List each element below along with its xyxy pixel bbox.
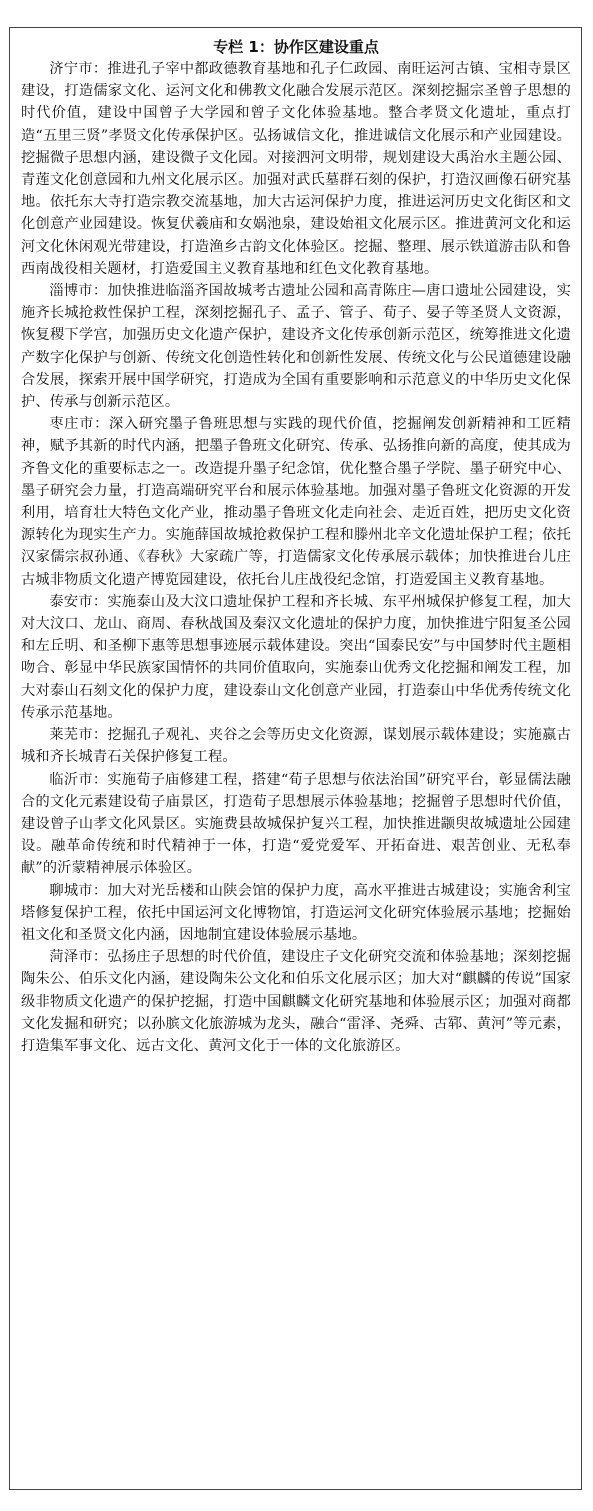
paragraph-liaocheng: 聊城市：加大对光岳楼和山陕会馆的保护力度，高水平推进古城建设；实施舍利宝塔修复保护工程，依托中国运河文化博物馆，打造运河文化研究体验展示基地；挖掘始祖文化和圣贤文化内涵，因地制宜建设体验展示基地。 [21,882,571,943]
paragraph-zaozhuang: 枣庄市：深入研究墨子鲁班思想与实践的现代价值，挖掘阐发创新精神和工匠精神，赋予其新的时代内涵，把墨子鲁班文化研究、传承、弘扬推向新的高度，使其成为齐鲁文化的重要标志之一。改造提升墨子纪念馆，优化整合墨子学院、墨子研究中心、墨子研究会力量，打造高端研究平台和展示体验基地。加强对墨子鲁班文化资源的开发利用，培育壮大特色文化产业，推动墨子鲁班文化走向社会、走近百姓，把历史文化资源转化为现实生产力。实施薛国故城抢救保护工程和滕州北辛文化遗址保护工程；依托汉家儒宗叔孙通、《春秋》大家疏广等，打造儒家文化传承展示载体；加快推进台儿庄古城非物质文化遗产博览园建设，依托台儿庄战役纪念馆，打造爱国主义教育基地。 [21,416,571,588]
paragraph-linyi: 临沂市：实施荀子庙修建工程，搭建“荀子思想与依法治国”研究平台，彰显儒法融合的文化元素建设荀子庙景区，打造荀子思想展示体验基地；挖掘曾子思想时代价值，建设曾子山孝文化风景区。实施费县故城保护复兴工程，加快推进颛臾故城遗址公园建设。融革命传统和时代精神于一体，打造“爱党爱军、开拓奋进、艰苦创业、无私奉献”的沂蒙精神展示体验区。 [21,771,571,877]
paragraph-heze: 菏泽市：弘扬庄子思想的时代价值，建设庄子文化研究交流和体验基地；深刻挖掘陶朱公、伯乐文化内涵，建设陶朱公文化和伯乐文化展示区；加大对“麒麟的传说”国家级非物质文化遗产的保护挖掘，打造中国麒麟文化研究基地和体验展示区；加强对商都文化发掘和研究；以孙膑文化旅游城为龙头，融合“雷泽、尧舜、古郓、黄河”等元素，打造集军事文化、远古文化、黄河文化于一体的文化旅游区。 [21,949,571,1054]
paragraph-zibo: 淄博市：加快推进临淄齐国故城考古遗址公园和高青陈庄—唐口遗址公园建设，实施齐长城抢救性保护工程，深刻挖掘孔子、孟子、管子、荀子、晏子等圣贤人文资源，恢复稷下学宫，加强历史文化遗产保护，建设齐文化传承创新示范区，统筹推进文化遗产数字化保护与创新、传统文化创造性转化和创新性发展、传统文化与公民道德建设融合发展，探索开展中国学研究，打造成为全国有重要影响和示范意义的中华历史文化保护、传承与创新示范区。 [21,283,571,411]
paragraph-taian: 泰安市：实施泰山及大汶口遗址保护工程和齐长城、东平州城保护修复工程，加大对大汶口、龙山、商周、春秋战国及秦汉文化遗址的保护力度，加快推进宁阳复圣公园和左丘明、和圣柳下惠等思想事迹展示载体建设。突出“国泰民安”与中国梦时代主题相吻合、彰显中华民族家国情怀的共同价值取向，实施泰山优秀文化挖掘和阐发工程，加大对泰山石刻文化的保护力度，建设泰山文化创意产业园，打造泰山中华优秀传统文化传承示范基地。 [21,593,571,721]
paragraph-jining: 济宁市：推进孔子宰中都政德教育基地和孔子仁政园、南旺运河古镇、宝相寺景区建设，打造儒家文化、运河文化和佛教文化融合发展示范区。深刻挖掘宗圣曾子思想的时代价值，建设中国曾子大学园和曾子文化体验基地。整合孝贤文化遗址，重点打造“五里三贤”孝贤文化传承保护区。弘扬诚信文化，推进诚信文化展示和产业园建设。挖掘微子思想内涵，建设微子文化园。对接泗河文明带，规划建设大禹治水主题公园、青莲文化创意园和九州文化展示区。加强对武氏墓群石刻的保护，打造汉画像石研究基地。依托东大寺打造宗教交流基地，加大古运河保护力度，推进运河历史文化街区和文化创意产业园建设。恢复伏羲庙和女娲池泉，建设始祖文化展示区。推进黄河文化和运河文化休闲观光带建设，打造渔乡古韵文化体验区。挖掘、整理、展示铁道游击队和鲁西南战役相关题材，打造爱国主义教育基地和红色文化教育基地。 [21,61,571,277]
paragraph-laiwu: 莱芜市：挖掘孔子观礼、夹谷之会等历史文化资源，谋划展示载体建设；实施嬴古城和齐长城青石关保护修复工程。 [21,727,571,766]
sidebar-box [9,27,582,1490]
box-title: 专栏 1：协作区建设重点 [213,38,379,56]
